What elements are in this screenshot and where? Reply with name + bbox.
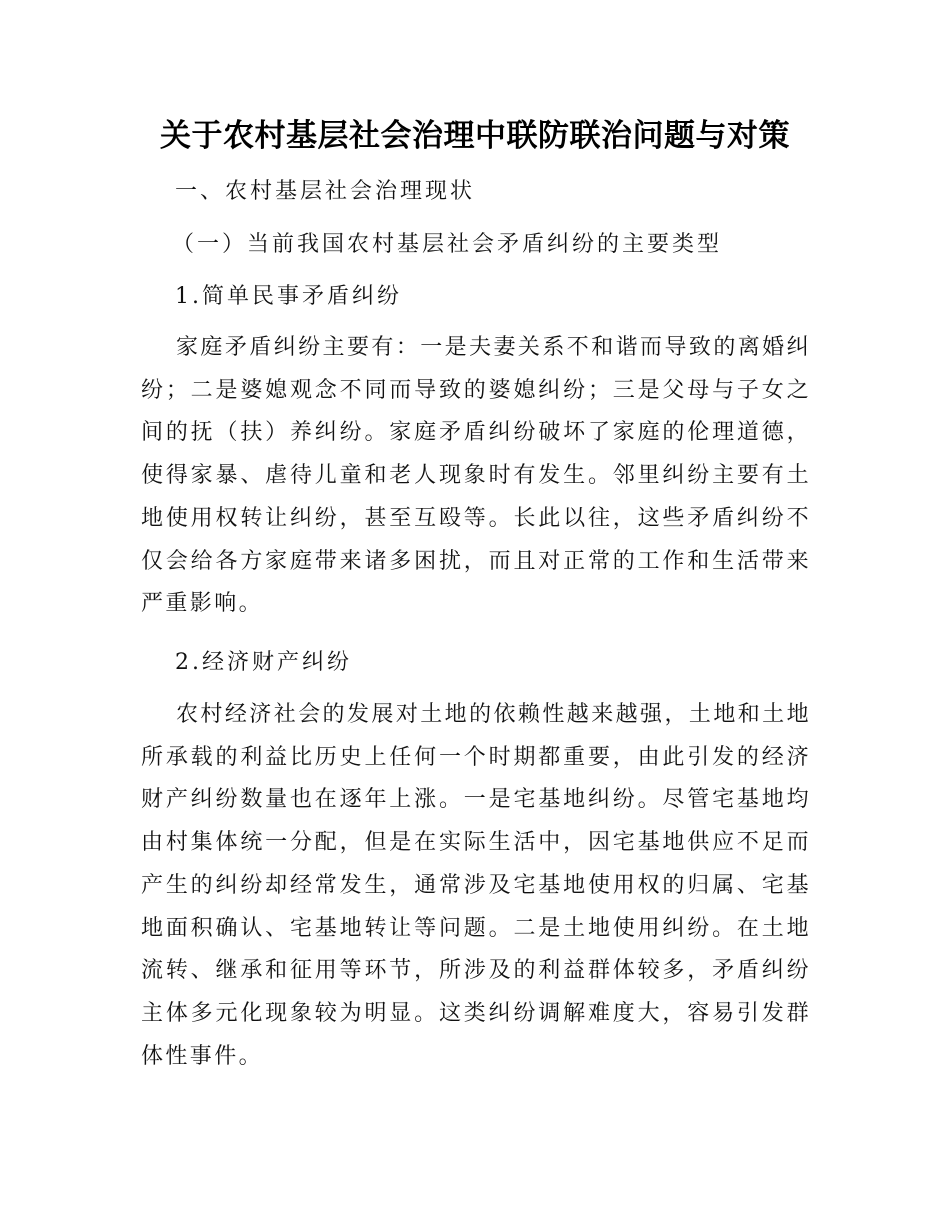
paragraph-civil-disputes: 家庭矛盾纠纷主要有：一是夫妻关系不和谐而导致的离婚纠纷；二是婆媳观念不同而导致的婆媳纠纷；三是父母与子女之间的抚（扶）养纠纷。家庭矛盾纠纷破坏了家庭的伦理道德，使得家暴、虐待儿童和老人现象时有发生。邻里纠纷主要有土地使用权转让纠纷，甚至互殴等。长此以往，这些矛盾纠纷不仅会给各方家庭带来诸多困扰，而且对正常的工作和生活带来严重影响。 <box>141 335 811 617</box>
section-heading: 一、农村基层社会治理现状 <box>175 179 476 204</box>
subsection-heading: （一）当前我国农村基层社会矛盾纠纷的主要类型 <box>172 232 723 257</box>
item-heading-civil-disputes: 1.简单民事矛盾纠纷 <box>175 284 402 309</box>
document-title: 关于农村基层社会治理中联防联治问题与对策 <box>160 118 790 154</box>
item-heading-property-disputes: 2.经济财产纠纷 <box>175 650 352 675</box>
paragraph-property-disputes: 农村经济社会的发展对土地的依赖性越来越强，土地和土地所承载的利益比历史上任何一个时期都重要，由此引发的经济财产纠纷数量也在逐年上涨。一是宅基地纠纷。尽管宅基地均由村集体统一分配，但是在实际生活中，因宅基地供应不足而产生的纠纷却经常发生，通常涉及宅基地使用权的归属、宅基地面积确认、宅基地转让等问题。二是土地使用纠纷。在土地流转、继承和征用等环节，所涉及的利益群体较多，矛盾纠纷主体多元化现象较为明显。这类纠纷调解难度大，容易引发群体性事件。 <box>141 702 811 1069</box>
